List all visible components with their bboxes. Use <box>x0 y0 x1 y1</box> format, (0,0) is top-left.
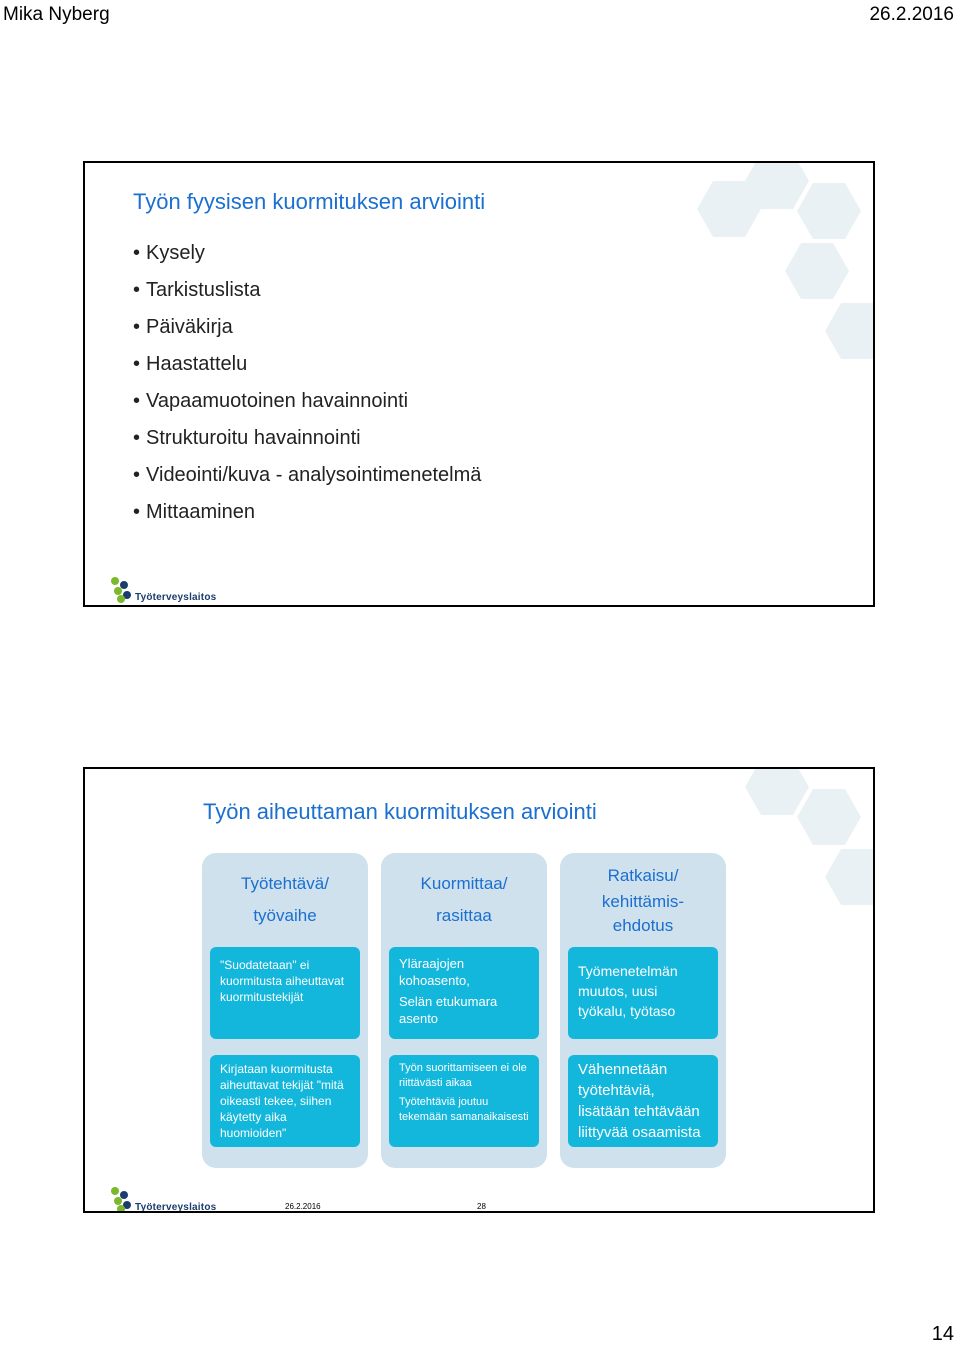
hex-decoration <box>797 183 861 239</box>
page-number: 14 <box>931 1323 954 1345</box>
bullet-list <box>133 235 481 531</box>
logo <box>111 577 216 603</box>
content-box <box>210 1055 360 1147</box>
column-task <box>202 853 368 1168</box>
author-name: Mika Nyberg <box>3 4 110 25</box>
box-text: Työmenetelmän muutos, uusi työkalu, työtaso <box>578 963 678 1019</box>
content-box <box>210 947 360 1039</box>
column-solution <box>560 853 726 1168</box>
box-text: Yläraajojen kohoasento, <box>399 956 470 988</box>
bullet-item: • Tarkistuslista <box>133 272 481 309</box>
bullet-item: • Videointi/kuva - analysointimenetelmä <box>133 457 481 494</box>
column-heading: Kuormittaa/ <box>420 874 508 893</box>
content-box <box>389 947 539 1039</box>
content-box <box>389 1055 539 1147</box>
content-box <box>568 947 718 1039</box>
slide-footer-date: 26.2.2016 <box>285 1202 321 1211</box>
column-strain <box>381 853 547 1168</box>
column-heading: rasittaa <box>436 906 492 925</box>
hex-decoration <box>785 243 849 299</box>
slide-2 <box>83 767 875 1213</box>
content-box <box>568 1055 718 1147</box>
bullet-item: • Strukturoitu havainnointi <box>133 420 481 457</box>
hex-decoration <box>825 849 875 905</box>
box-text: Kirjataan kuormitusta aiheuttavat tekijät "mitä oikeasti tekee, siihen käytetty aika huomioiden" <box>220 1062 344 1140</box>
column-heading: työvaihe <box>253 906 317 925</box>
slide-footer-number: 28 <box>477 1202 486 1211</box>
bullet-item: • Mittaaminen <box>133 494 481 531</box>
box-text: Selän etukumara asento <box>399 994 498 1026</box>
logo-text: Työterveyslaitos <box>135 592 217 603</box>
bullet-item: • Haastattelu <box>133 346 481 383</box>
column-heading: Ratkaisu/ kehittämis- <box>601 866 685 911</box>
box-text: Työtehtäviä joutuu tekemään samanaikaisesti <box>399 1096 529 1123</box>
box-text: Vähennetään työtehtäviä, lisätään tehtävään liittyvää osaamista <box>578 1061 701 1141</box>
box-text: "Suodatetaan" ei kuormitusta aiheuttavat kuormitustekijät <box>220 958 345 1004</box>
logo <box>111 1187 216 1213</box>
logo-mark-icon <box>111 1187 133 1213</box>
box-text: Työn suorittamiseen ei ole riittävästi aikaa <box>399 1062 527 1089</box>
bullet-item: • Vapaamuotoinen havainnointi <box>133 383 481 420</box>
column-heading: ehdotus <box>612 916 674 935</box>
logo-mark-icon <box>111 577 133 603</box>
bullet-item: • Kysely <box>133 235 481 272</box>
slide-title: Työn aiheuttaman kuormituksen arviointi <box>203 799 597 824</box>
hex-decoration <box>745 767 809 815</box>
header-date: 26.2.2016 <box>869 4 954 25</box>
column-heading: Työtehtävä/ <box>241 874 329 893</box>
hex-decoration <box>797 789 861 845</box>
hex-decoration <box>825 303 875 359</box>
slide-1 <box>83 161 875 607</box>
bullet-item: • Päiväkirja <box>133 309 481 346</box>
logo-text: Työterveyslaitos <box>135 1202 217 1213</box>
slide-title: Työn fyysisen kuormituksen arviointi <box>133 189 486 214</box>
